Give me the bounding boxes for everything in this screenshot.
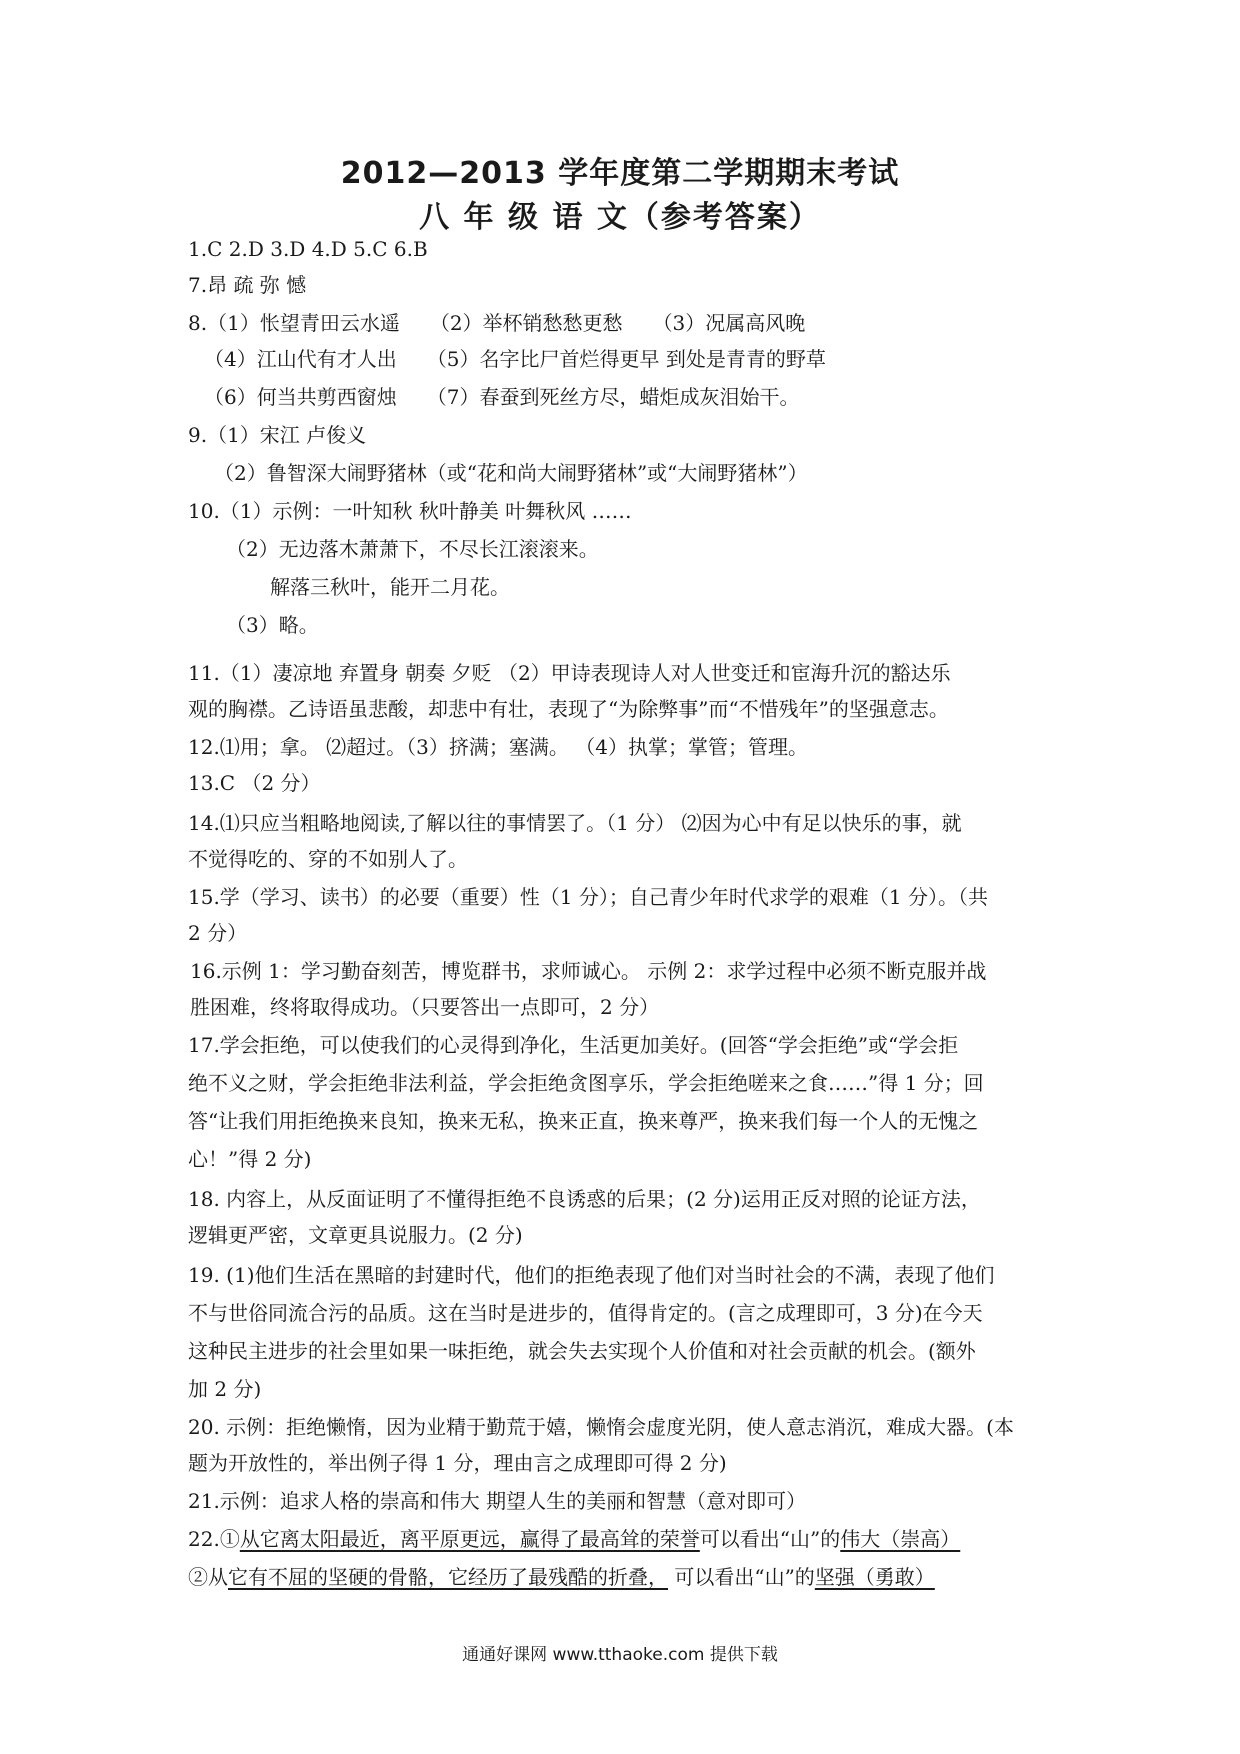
answer-8-2: （2）举杯销愁愁更愁 [429, 311, 623, 335]
answer-8-number: 8. [188, 311, 208, 335]
answer-10-2: （2）无边落木萧萧下，不尽长江滚滚来。 [226, 537, 599, 561]
answer-19-line3: 这种民主进步的社会里如果一味拒绝，就会失去实现个人价值和对社会贡献的机会。(额外 [188, 1339, 976, 1363]
footer-download-note: 通通好课网 www.tthaoke.com 提供下载 [462, 1645, 778, 1665]
answer-8-4: （4）江山代有才人出 [204, 347, 397, 371]
exam-subtitle: 八 年 级 语 文（参考答案） [419, 200, 821, 235]
answer-15-line2: 2 分） [188, 921, 248, 945]
answer-10-2b: 解落三秋叶，能开二月花。 [270, 575, 510, 599]
answer-22-mid1: 可以看出“山”的 [699, 1527, 841, 1551]
answer-17-line2: 绝不义之财，学会拒绝非法利益，学会拒绝贪图享乐，学会拒绝嗟来之食……”得 1 分；回 [188, 1071, 984, 1095]
answer-11-line1: 11.（1）凄凉地 弃置身 朝奏 夕贬 （2）甲诗表现诗人对人世变迁和宦海升沉的豁达乐 [188, 661, 951, 685]
answer-11-line2: 观的胸襟。乙诗语虽悲酸，却悲中有壮，表现了“为除弊事”而“不惜残年”的坚强意志。 [188, 697, 949, 721]
answer-8-row2 [204, 346, 826, 372]
answer-22-line2 [188, 1564, 935, 1590]
answer-14-line2: 不觉得吃的、穿的不如别人了。 [188, 847, 468, 871]
answer-22-underline3: 它有不屈的坚硬的骨骼，它经历了最残酷的折叠， [228, 1565, 668, 1589]
answer-19-line2: 不与世俗同流合污的品质。这在当时是进步的，值得肯定的。(言之成理即可，3 分)在今天 [188, 1301, 983, 1325]
answer-8-7: （7）春蚕到死丝方尽，蜡炬成灰泪始干。 [426, 385, 800, 409]
answer-16-line1: 16.示例 1：学习勤奋刻苦，博览群书，求师诚心。 示例 2：求学过程中必须不断克服并战 [190, 959, 987, 983]
answer-7: 7.昂 疏 弥 憾 [188, 273, 307, 297]
answer-8-6: （6）何当共剪西窗烛 [204, 385, 397, 409]
answer-22-underline1: 从它离太阳最近，离平原更远，赢得了最高耸的荣誉 [239, 1527, 700, 1551]
answer-18-line1: 18. 内容上，从反面证明了不懂得拒绝不良诱惑的后果；(2 分)运用正反对照的论证方法， [188, 1187, 981, 1211]
answer-17-line3: 答“让我们用拒绝换来良知，换来无私，换来正直，换来尊严，换来我们每一个人的无愧之 [188, 1109, 979, 1133]
answer-22-circle1: ① [219, 1527, 240, 1551]
answer-22-underline4: 坚强（勇敢） [814, 1565, 935, 1589]
answer-21: 21.示例：追求人格的崇高和伟大 期望人生的美丽和智慧（意对即可） [188, 1489, 807, 1513]
answer-8-5: （5）名字比尸首烂得更早 到处是青青的野草 [426, 347, 826, 371]
answer-18-line2: 逻辑更严密，文章更具说服力。(2 分) [188, 1223, 523, 1247]
answer-8-row1 [188, 310, 805, 336]
answer-16-line2: 胜困难，终将取得成功。（只要答出一点即可，2 分） [190, 995, 660, 1019]
answer-22-circle2: ②从 [188, 1565, 228, 1589]
answer-22-underline2: 伟大（崇高） [840, 1527, 961, 1551]
answer-12: 12.⑴用；拿。 ⑵超过。（3）挤满；塞满。 （4）执掌；掌管；管理。 [188, 735, 808, 759]
answer-10-1: 10.（1）示例：一叶知秋 秋叶静美 叶舞秋风 …… [188, 499, 632, 523]
answer-19-line4: 加 2 分) [188, 1377, 262, 1401]
answer-20-line1: 20. 示例：拒绝懒惰，因为业精于勤荒于嬉，懒惰会虚度光阴，使人意志消沉，难成大器。(本 [188, 1415, 1014, 1439]
answer-22-line1 [188, 1526, 960, 1552]
answer-17-line1: 17.学会拒绝，可以使我们的心灵得到净化，生活更加美好。(回答“学会拒绝”或“学会拒 [188, 1033, 959, 1057]
answer-9-2: （2）鲁智深大闹野猪林（或“花和尚大闹野猪林”或“大闹野猪林”） [214, 461, 808, 485]
answer-20-line2: 题为开放性的，举出例子得 1 分，理由言之成理即可得 2 分) [188, 1451, 727, 1475]
answer-8-1: （1）怅望青田云水遥 [207, 311, 400, 335]
answer-8-row3 [204, 384, 799, 410]
answer-13: 13.C （2 分） [188, 771, 321, 795]
answer-9-1: 9.（1）宋江 卢俊义 [188, 423, 367, 447]
answer-14-line1: 14.⑴只应当粗略地阅读,了解以往的事情罢了。（1 分） ⑵因为心中有足以快乐的事，就 [188, 811, 962, 835]
answer-22-mid2: 可以看出“山”的 [668, 1565, 815, 1589]
answer-19-line1: 19. (1)他们生活在黑暗的封建时代，他们的拒绝表现了他们对当时社会的不满，表现了他们 [188, 1263, 995, 1287]
answer-17-line4: 心！”得 2 分) [188, 1147, 312, 1171]
answer-10-3: （3）略。 [226, 613, 319, 637]
answer-15-line1: 15.学（学习、读书）的必要（重要）性（1 分）；自己青少年时代求学的艰难（1 分）。（共 [188, 885, 988, 909]
answers-1-6: 1.C 2.D 3.D 4.D 5.C 6.B [188, 237, 428, 261]
exam-title: 2012—2013 学年度第二学期期末考试 [340, 156, 900, 191]
answer-8-3: （3）况属高风晚 [652, 311, 806, 335]
answer-22-number: 22. [188, 1527, 220, 1551]
